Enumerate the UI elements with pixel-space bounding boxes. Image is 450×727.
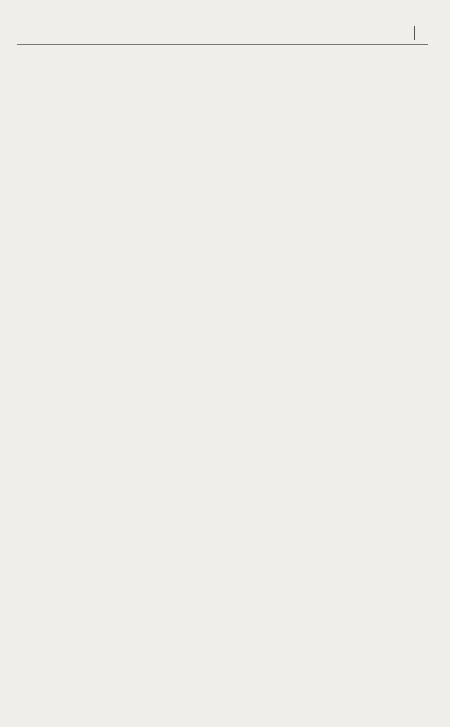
page-header [403,26,424,40]
header-rule [17,44,428,45]
header-separator [414,26,415,40]
